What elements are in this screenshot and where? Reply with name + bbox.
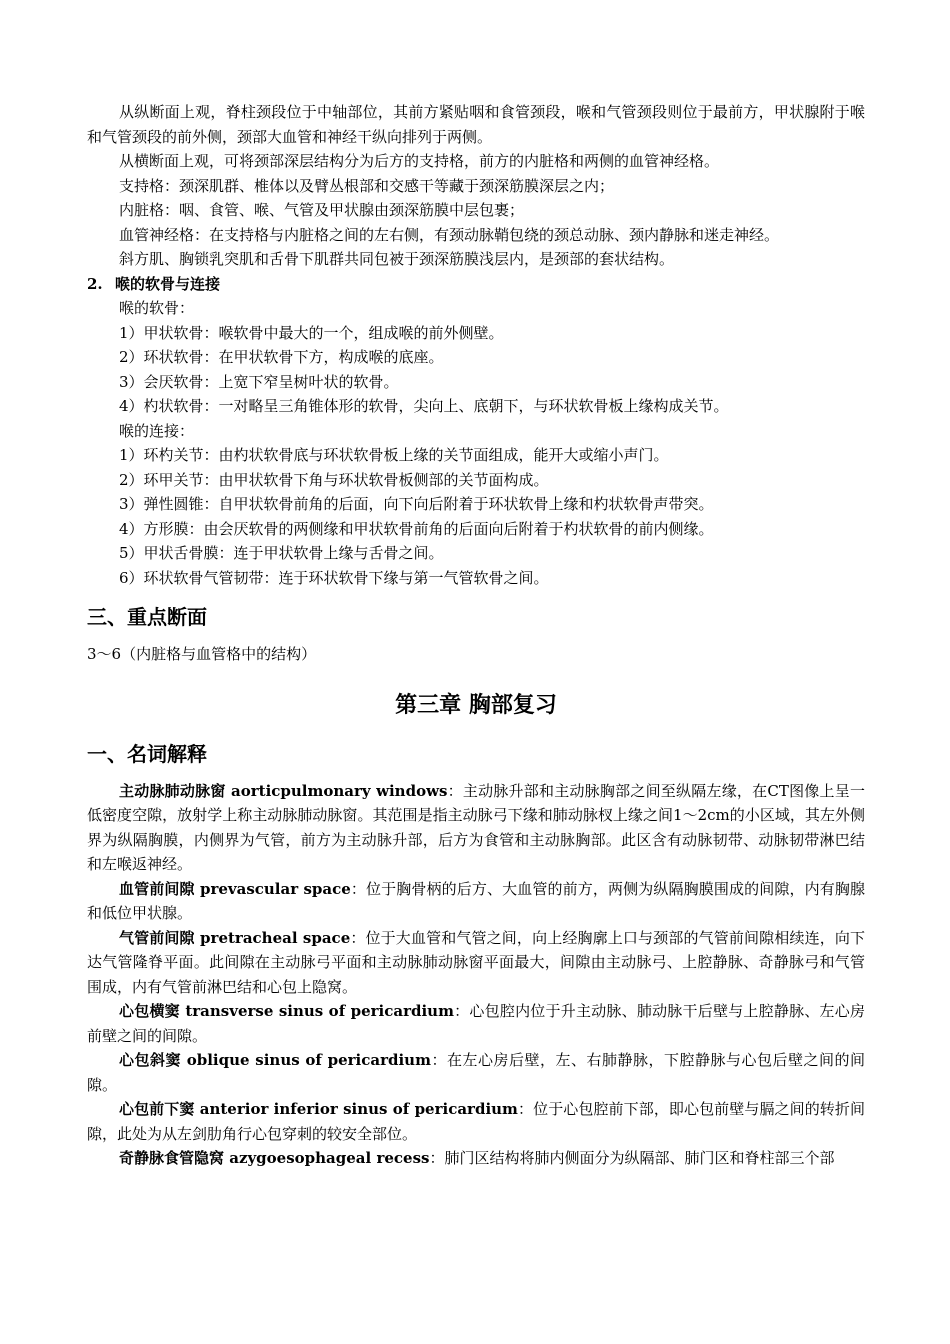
term-text: ：主动脉升部和主动脉胸部之间至纵隔左缘，在CT图像上呈一低密度空隙，放射学上称主动脉肺动脉窗。其范围是指主动脉弓下缘和肺动脉杈上缘之间1～2cm的小区域，其左外侧界为纵隔胸膜，内侧界为气管，前方为主动脉升部，后方为食管和主动脉胸部。此区含有动脉韧带、动脉韧带淋巴结和左喉返神经。	[87, 781, 865, 873]
term-name: 心包前下窦 anterior inferior sinus of pericardium	[119, 1100, 518, 1118]
paragraph: 血管神经格：在支持格与内脏格之间的左右侧，有颈动脉鞘包绕的颈总动脉、颈内静脉和迷走神经。	[119, 225, 780, 244]
list-item: 2）环甲关节：由甲状软骨下角与环状软骨板侧部的关节面构成。	[119, 470, 549, 489]
paragraph: 从横断面上观，可将颈部深层结构分为后方的支持格，前方的内脏格和两侧的血管神经格。	[119, 152, 720, 170]
term-definition	[87, 877, 865, 926]
term-name: 气管前间隙 pretracheal space	[119, 928, 351, 947]
term-name: 心包横窦 transverse sinus of pericardium	[119, 1002, 454, 1020]
term-name: 心包斜窦 oblique sinus of pericardium	[119, 1051, 431, 1069]
term-text: ：位于大血管和气管之间，向上经胸廓上口与颈部的气管前间隙相续连，向下达气管隆脊平面。此间隙在主动脉弓平面和主动脉肺动脉窗平面最大，间隙由主动脉弓、上腔静脉、奇静脉弓和气管围成，内有气管前淋巴结和心包上隐窝。	[87, 928, 865, 996]
term-definition	[87, 1097, 865, 1146]
subsection-title: 喉的软骨与连接	[115, 274, 221, 293]
term-name: 主动脉肺动脉窗 aorticpulmonary windows	[119, 781, 448, 800]
term-text: ：肺门区结构将肺内侧面分为纵隔部、肺门区和脊柱部三个部	[429, 1149, 835, 1167]
term-definition	[87, 1146, 865, 1171]
term-definition	[87, 926, 865, 1000]
term-name: 血管前间隙 prevascular space	[119, 879, 351, 898]
subsection-number: 2.	[87, 274, 103, 293]
list-label: 喉的连接：	[119, 421, 195, 440]
term-text: ：在左心房后壁，左、右肺静脉，下腔静脉与心包后壁之间的间隙。	[87, 1051, 865, 1094]
paragraph: 内脏格：咽、食管、喉、气管及甲状腺由颈深筋膜中层包裹；	[119, 201, 525, 219]
list-item: 3）弹性圆锥：自甲状软骨前角的后面，向下向后附着于环状软骨上缘和杓状软骨声带突。	[119, 495, 714, 513]
term-definition	[87, 779, 865, 877]
list-item: 5）甲状舌骨膜：连于甲状软骨上缘与舌骨之间。	[119, 544, 444, 562]
term-text: ：位于心包腔前下部，即心包前壁与膈之间的转折间隙，此处为从左剑肋角行心包穿刺的较安全部位。	[87, 1100, 865, 1143]
list-item: 1）环杓关节：由杓状软骨底与环状软骨板上缘的关节面组成，能开大或缩小声门。	[119, 446, 669, 464]
list-item: 4）方形膜：由会厌软骨的两侧缘和甲状软骨前角的后面向后附着于杓状软骨的前内侧缘。	[119, 519, 714, 538]
list-item: 2）环状软骨：在甲状软骨下方，构成喉的底座。	[119, 348, 444, 366]
term-name: 奇静脉食管隐窝 azygoesophageal recess	[119, 1149, 430, 1167]
list-label: 喉的软骨：	[119, 299, 195, 317]
paragraph: 从纵断面上观，脊柱颈段位于中轴部位，其前方紧贴咽和食管颈段，喉和气管颈段则位于最前方，甲状腺附于喉和气管颈段的前外侧，颈部大血管和神经干纵向排列于两侧。	[87, 103, 865, 146]
paragraph: 支持格：颈深肌群、椎体以及臂丛根部和交感干等藏于颈深筋膜深层之内；	[119, 176, 615, 195]
subsection-heading	[87, 272, 865, 297]
term-text: ：心包腔内位于升主动脉、肺动脉干后壁与上腔静脉、左心房前壁之间的间隙。	[87, 1002, 865, 1045]
list-item: 1）甲状软骨：喉软骨中最大的一个，组成喉的前外侧壁。	[119, 323, 504, 342]
list-item: 6）环状软骨气管韧带：连于环状软骨下缘与第一气管软骨之间。	[119, 568, 549, 587]
term-text: ：位于胸骨柄的后方、大血管的前方，两侧为纵隔胸膜围成的间隙，内有胸腺和低位甲状腺。	[87, 879, 865, 922]
paragraph: 斜方肌、胸锁乳突肌和舌骨下肌群共同包被于颈深筋膜浅层内，是颈部的套状结构。	[119, 250, 675, 268]
list-item: 4）杓状软骨：一对略呈三角锥体形的软骨，尖向上、底朝下，与环状软骨板上缘构成关节。	[119, 397, 729, 415]
list-item: 3）会厌软骨：上宽下窄呈树叶状的软骨。	[119, 372, 399, 391]
section-heading: 一、名词解释	[87, 741, 207, 766]
paragraph: 3～6（内脏格与血管格中的结构）	[87, 645, 317, 663]
page-content	[87, 100, 865, 1171]
term-definition	[87, 1048, 865, 1097]
term-definition	[87, 999, 865, 1048]
section-heading: 三、重点断面	[87, 605, 207, 629]
chapter-title: 第三章 胸部复习	[395, 692, 557, 718]
